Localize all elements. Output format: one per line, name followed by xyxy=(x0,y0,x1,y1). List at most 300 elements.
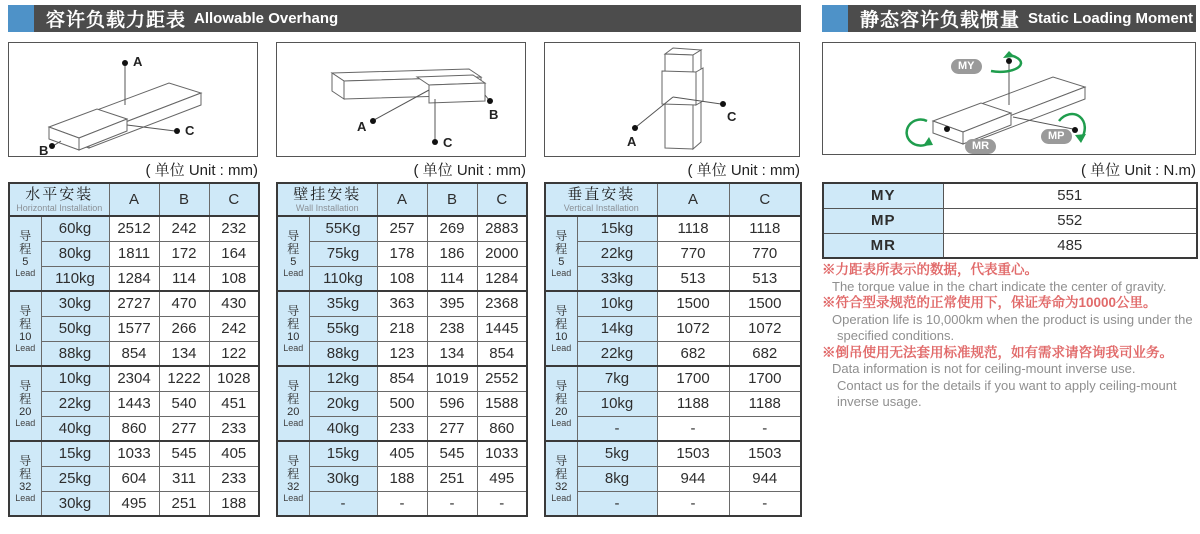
rail-isometric-drawing xyxy=(277,43,525,156)
load-cell: 10kg xyxy=(577,391,657,416)
value-cell-b: 134 xyxy=(159,341,209,366)
value-cell-b: 277 xyxy=(427,416,477,441)
lead-number: 10 xyxy=(555,330,568,343)
rail-moment-drawing xyxy=(823,43,1195,154)
load-cell: 7kg xyxy=(577,366,657,391)
table-row xyxy=(545,466,801,491)
table-row xyxy=(277,341,527,366)
load-cell: 110kg xyxy=(309,266,377,291)
lead-cell xyxy=(9,291,41,366)
lead-label: Lead xyxy=(15,417,36,428)
load-cell: 14kg xyxy=(577,316,657,341)
note-en-line: specified conditions. xyxy=(837,328,955,343)
value-cell-b: 266 xyxy=(159,316,209,341)
right-title-zh: 静态容许负载惯量 xyxy=(860,10,1021,31)
value-cell-b: 395 xyxy=(427,291,477,316)
lead-cell xyxy=(277,216,309,291)
installation-name-en: Wall Installation xyxy=(295,202,359,213)
value-cell-c: 2000 xyxy=(477,241,527,266)
vertical-installation-diagram xyxy=(544,42,800,157)
right-header-bar xyxy=(848,5,1196,32)
load-cell: - xyxy=(577,416,657,441)
lead-number: 5 xyxy=(22,255,29,268)
value-cell-c: 860 xyxy=(477,416,527,441)
moment-value-my: 551 xyxy=(943,183,1197,208)
value-cell-a: 178 xyxy=(377,241,427,266)
value-cell-b: 545 xyxy=(159,441,209,466)
table-row xyxy=(9,241,259,266)
lead-label: Lead xyxy=(551,267,572,278)
moment-value-mr: 485 xyxy=(943,233,1197,258)
left-section-header xyxy=(8,5,801,32)
table-row xyxy=(9,341,259,366)
table-row xyxy=(277,291,527,316)
value-cell-c: 1284 xyxy=(477,266,527,291)
note-en-line: The torque value in the chart indicate the center of gravity. xyxy=(832,278,1167,294)
load-cell: 75kg xyxy=(309,241,377,266)
lead-cell xyxy=(545,291,577,366)
value-cell-a: 513 xyxy=(657,266,729,291)
moment-table xyxy=(822,182,1198,259)
value-cell-c: 2368 xyxy=(477,291,527,316)
table-row xyxy=(277,366,527,391)
value-cell-a: 218 xyxy=(377,316,427,341)
moment-value-mp: 552 xyxy=(943,208,1197,233)
load-cell: 30kg xyxy=(309,466,377,491)
value-cell-b: - xyxy=(427,491,477,516)
value-cell-a: 123 xyxy=(377,341,427,366)
value-cell-b: 186 xyxy=(427,241,477,266)
value-cell-c: 1188 xyxy=(729,391,801,416)
value-cell-a: 495 xyxy=(109,491,159,516)
lead-char: 程 xyxy=(19,241,32,256)
value-cell-c: 1700 xyxy=(729,366,801,391)
note-en-line: inverse usage. xyxy=(837,394,922,409)
lead-char: 导 xyxy=(19,378,32,393)
table-header-row xyxy=(277,183,527,216)
right-section-header xyxy=(822,5,1196,32)
value-cell-c: 108 xyxy=(209,266,259,291)
table-row xyxy=(545,391,801,416)
lead-char: 程 xyxy=(287,466,300,481)
static-moment-table xyxy=(822,182,1198,259)
note-en-line: Contact us for the details if you want to apply ceiling-mount xyxy=(837,377,1177,393)
value-cell-c: 682 xyxy=(729,341,801,366)
table-row xyxy=(545,416,801,441)
lead-cell xyxy=(545,216,577,291)
lead-number: 20 xyxy=(555,405,568,418)
note-en-line: Operation life is 10,000km when the product is using under the xyxy=(832,311,1193,327)
unit-label-nm: ( 单位 Unit : N.m) xyxy=(1081,162,1196,179)
lead-char: 导 xyxy=(555,378,568,393)
table-row xyxy=(9,391,259,416)
value-cell-c: 1118 xyxy=(729,216,801,241)
value-cell-c: 1500 xyxy=(729,291,801,316)
value-cell-a: 363 xyxy=(377,291,427,316)
value-cell-a: 1188 xyxy=(657,391,729,416)
load-cell: 55kg xyxy=(309,316,377,341)
mr-badge: MR xyxy=(965,139,996,154)
horizontal-installation-diagram xyxy=(8,42,258,157)
value-cell-a: 1284 xyxy=(109,266,159,291)
value-cell-a: 604 xyxy=(109,466,159,491)
unit-label-mm: ( 单位 Unit : mm) xyxy=(687,162,800,179)
lead-number: 10 xyxy=(287,330,300,343)
wall-installation-table xyxy=(276,182,528,517)
value-cell-c: 122 xyxy=(209,341,259,366)
lead-char: 程 xyxy=(555,466,568,481)
value-cell-a: 1503 xyxy=(657,441,729,466)
point-b-label: B xyxy=(489,107,499,122)
value-cell-b: 596 xyxy=(427,391,477,416)
lead-cell xyxy=(9,366,41,441)
value-cell-c: - xyxy=(729,491,801,516)
column-header-c: C xyxy=(477,183,527,216)
value-cell-c: 854 xyxy=(477,341,527,366)
table-row xyxy=(9,366,259,391)
load-cell: 10kg xyxy=(41,366,109,391)
value-cell-c: 1588 xyxy=(477,391,527,416)
lead-label: Lead xyxy=(551,492,572,503)
value-cell-c: 1033 xyxy=(477,441,527,466)
value-cell-b: 470 xyxy=(159,291,209,316)
table-row xyxy=(545,266,801,291)
value-cell-b: 114 xyxy=(159,266,209,291)
moment-row xyxy=(823,208,1197,233)
load-cell: 22kg xyxy=(41,391,109,416)
mp-badge: MP xyxy=(1041,129,1072,144)
table-row xyxy=(545,366,801,391)
value-cell-a: 2727 xyxy=(109,291,159,316)
lead-char: 导 xyxy=(287,453,300,468)
lead-number: 20 xyxy=(19,405,32,418)
load-cell: 10kg xyxy=(577,291,657,316)
wall-installation-diagram xyxy=(276,42,526,157)
column-header-a: A xyxy=(657,183,729,216)
lead-number: 32 xyxy=(555,480,568,493)
value-cell-a: - xyxy=(657,416,729,441)
lead-char: 导 xyxy=(287,228,300,243)
column-header-b: B xyxy=(159,183,209,216)
value-cell-c: 430 xyxy=(209,291,259,316)
lead-number: 32 xyxy=(19,480,32,493)
point-c-label: C xyxy=(185,123,195,138)
value-cell-a: 860 xyxy=(109,416,159,441)
load-cell: 88kg xyxy=(309,341,377,366)
load-table xyxy=(8,182,260,517)
column-header-b: B xyxy=(427,183,477,216)
table-row xyxy=(277,266,527,291)
load-cell: 22kg xyxy=(577,341,657,366)
value-cell-b: 269 xyxy=(427,216,477,241)
value-cell-a: - xyxy=(657,491,729,516)
lead-cell xyxy=(545,441,577,516)
lead-label: Lead xyxy=(15,267,36,278)
lead-number: 10 xyxy=(19,330,32,343)
lead-char: 导 xyxy=(287,378,300,393)
value-cell-c: 1503 xyxy=(729,441,801,466)
load-table xyxy=(276,182,528,517)
lead-char: 程 xyxy=(19,391,32,406)
column-header-a: A xyxy=(109,183,159,216)
unit-label-mm: ( 单位 Unit : mm) xyxy=(145,162,258,179)
lead-char: 程 xyxy=(287,241,300,256)
lead-label: Lead xyxy=(283,267,304,278)
value-cell-b: 277 xyxy=(159,416,209,441)
table-row xyxy=(277,416,527,441)
left-title-zh: 容许负载力距表 xyxy=(46,10,187,31)
installation-name-cell xyxy=(277,183,377,216)
value-cell-b: 1222 xyxy=(159,366,209,391)
table-row xyxy=(277,216,527,241)
value-cell-a: 770 xyxy=(657,241,729,266)
table-header-row xyxy=(545,183,801,216)
value-cell-a: 108 xyxy=(377,266,427,291)
lead-char: 导 xyxy=(555,453,568,468)
value-cell-c: 944 xyxy=(729,466,801,491)
lead-char: 导 xyxy=(287,303,300,318)
table-row xyxy=(9,466,259,491)
lead-label: Lead xyxy=(283,342,304,353)
note-zh: ※力距表所表示的数据，代表重心。 xyxy=(822,262,1038,277)
value-cell-a: 2512 xyxy=(109,216,159,241)
value-cell-a: 1577 xyxy=(109,316,159,341)
table-row xyxy=(545,216,801,241)
table-row xyxy=(277,241,527,266)
point-c-label: C xyxy=(443,135,453,150)
load-cell: 20kg xyxy=(309,391,377,416)
value-cell-b: 251 xyxy=(159,491,209,516)
point-b-label: B xyxy=(39,143,49,158)
table-row xyxy=(9,416,259,441)
lead-char: 程 xyxy=(287,316,300,331)
lead-cell xyxy=(277,366,309,441)
lead-label: Lead xyxy=(551,417,572,428)
value-cell-a: 1811 xyxy=(109,241,159,266)
value-cell-a: 944 xyxy=(657,466,729,491)
value-cell-b: 540 xyxy=(159,391,209,416)
lead-char: 导 xyxy=(555,228,568,243)
unit-label-mm: ( 单位 Unit : mm) xyxy=(413,162,526,179)
table-row xyxy=(545,316,801,341)
installation-name-cell xyxy=(545,183,657,216)
notes-block xyxy=(822,262,1198,411)
load-cell: 25kg xyxy=(41,466,109,491)
value-cell-a: 1500 xyxy=(657,291,729,316)
moment-label-mp: MP xyxy=(823,208,943,233)
load-cell: 22kg xyxy=(577,241,657,266)
lead-char: 导 xyxy=(555,303,568,318)
load-cell: 15kg xyxy=(41,441,109,466)
load-cell: 5kg xyxy=(577,441,657,466)
value-cell-a: 854 xyxy=(109,341,159,366)
value-cell-b: 251 xyxy=(427,466,477,491)
horizontal-installation-table xyxy=(8,182,260,517)
table-row xyxy=(9,491,259,516)
rail-isometric-drawing xyxy=(545,43,799,156)
installation-name-zh: 垂直安装 xyxy=(567,185,636,203)
lead-char: 程 xyxy=(19,316,32,331)
point-a-label: A xyxy=(357,119,367,134)
value-cell-a: 1118 xyxy=(657,216,729,241)
load-cell: 88kg xyxy=(41,341,109,366)
value-cell-b: 1019 xyxy=(427,366,477,391)
value-cell-c: 164 xyxy=(209,241,259,266)
value-cell-a: 257 xyxy=(377,216,427,241)
value-cell-a: 233 xyxy=(377,416,427,441)
installation-name-en: Vertical Installation xyxy=(563,202,639,213)
value-cell-a: 854 xyxy=(377,366,427,391)
installation-name-cell xyxy=(9,183,109,216)
point-a-label: A xyxy=(627,134,637,149)
lead-char: 程 xyxy=(555,241,568,256)
load-cell: 60kg xyxy=(41,216,109,241)
installation-name-en: Horizontal Installation xyxy=(16,202,103,213)
load-cell: - xyxy=(309,491,377,516)
table-row xyxy=(277,391,527,416)
load-cell: 8kg xyxy=(577,466,657,491)
value-cell-b: 172 xyxy=(159,241,209,266)
point-a-label: A xyxy=(133,54,143,69)
load-cell: 50kg xyxy=(41,316,109,341)
table-row xyxy=(545,491,801,516)
table-row xyxy=(277,316,527,341)
value-cell-a: 1443 xyxy=(109,391,159,416)
value-cell-b: 134 xyxy=(427,341,477,366)
moment-label-mr: MR xyxy=(823,233,943,258)
table-row xyxy=(545,291,801,316)
load-cell: 12kg xyxy=(309,366,377,391)
value-cell-a: 1033 xyxy=(109,441,159,466)
load-table xyxy=(544,182,802,517)
note-zh: ※倒吊使用无法套用标准规范，如有需求请咨询我司业务。 xyxy=(822,344,1173,360)
table-header-row xyxy=(9,183,259,216)
load-cell: 80kg xyxy=(41,241,109,266)
moment-label-my: MY xyxy=(823,183,943,208)
value-cell-c: 233 xyxy=(209,416,259,441)
lead-label: Lead xyxy=(283,492,304,503)
load-cell: 15kg xyxy=(309,441,377,466)
value-cell-c: 1028 xyxy=(209,366,259,391)
installation-name-zh: 水平安装 xyxy=(25,185,94,203)
lead-cell xyxy=(545,366,577,441)
lead-char: 导 xyxy=(19,303,32,318)
lead-number: 20 xyxy=(287,405,300,418)
accent-square-icon xyxy=(8,5,34,32)
value-cell-c: 405 xyxy=(209,441,259,466)
value-cell-c: 451 xyxy=(209,391,259,416)
moment-diagram xyxy=(822,42,1196,155)
value-cell-c: 2883 xyxy=(477,216,527,241)
lead-label: Lead xyxy=(283,417,304,428)
value-cell-c: 242 xyxy=(209,316,259,341)
table-row xyxy=(545,241,801,266)
table-row xyxy=(9,266,259,291)
value-cell-a: 405 xyxy=(377,441,427,466)
note-zh: ※符合型录规范的正常使用下，保证寿命为10000公里。 xyxy=(822,295,1157,310)
lead-cell xyxy=(277,291,309,366)
value-cell-b: 238 xyxy=(427,316,477,341)
table-row xyxy=(9,316,259,341)
note-en-line: Data information is not for ceiling-mount inverse use. xyxy=(832,361,1136,376)
value-cell-c: 233 xyxy=(209,466,259,491)
lead-char: 程 xyxy=(287,391,300,406)
value-cell-c: 188 xyxy=(209,491,259,516)
vertical-installation-table xyxy=(544,182,802,517)
value-cell-a: 188 xyxy=(377,466,427,491)
table-row xyxy=(545,441,801,466)
lead-cell xyxy=(9,441,41,516)
lead-char: 程 xyxy=(555,391,568,406)
value-cell-a: 1072 xyxy=(657,316,729,341)
table-row xyxy=(277,466,527,491)
moment-row xyxy=(823,233,1197,258)
value-cell-c: 1445 xyxy=(477,316,527,341)
lead-char: 程 xyxy=(555,316,568,331)
lead-number: 5 xyxy=(290,255,297,268)
lead-cell xyxy=(277,441,309,516)
value-cell-a: - xyxy=(377,491,427,516)
table-row xyxy=(9,441,259,466)
column-header-c: C xyxy=(209,183,259,216)
load-cell: 40kg xyxy=(41,416,109,441)
load-cell: - xyxy=(577,491,657,516)
column-header-a: A xyxy=(377,183,427,216)
lead-label: Lead xyxy=(551,342,572,353)
value-cell-c: 2552 xyxy=(477,366,527,391)
right-title-en: Static Loading Moment xyxy=(1028,10,1194,27)
lead-number: 32 xyxy=(287,480,300,493)
lead-char: 程 xyxy=(19,466,32,481)
load-cell: 33kg xyxy=(577,266,657,291)
load-cell: 30kg xyxy=(41,491,109,516)
point-c-label: C xyxy=(727,109,737,124)
value-cell-a: 2304 xyxy=(109,366,159,391)
load-cell: 40kg xyxy=(309,416,377,441)
lead-label: Lead xyxy=(15,492,36,503)
value-cell-c: - xyxy=(729,416,801,441)
accent-square-icon xyxy=(822,5,848,32)
value-cell-c: 232 xyxy=(209,216,259,241)
value-cell-c: 1072 xyxy=(729,316,801,341)
lead-char: 导 xyxy=(19,453,32,468)
left-title-en: Allowable Overhang xyxy=(194,10,339,27)
my-badge: MY xyxy=(951,59,982,74)
lead-char: 导 xyxy=(19,228,32,243)
table-row xyxy=(277,491,527,516)
value-cell-a: 682 xyxy=(657,341,729,366)
load-cell: 15kg xyxy=(577,216,657,241)
installation-name-zh: 壁挂安装 xyxy=(293,185,362,203)
left-header-bar xyxy=(34,5,801,32)
lead-number: 5 xyxy=(558,255,565,268)
table-row xyxy=(277,441,527,466)
value-cell-c: 495 xyxy=(477,466,527,491)
load-cell: 55Kg xyxy=(309,216,377,241)
value-cell-b: 242 xyxy=(159,216,209,241)
table-row xyxy=(9,216,259,241)
lead-cell xyxy=(9,216,41,291)
load-cell: 35kg xyxy=(309,291,377,316)
moment-row xyxy=(823,183,1197,208)
value-cell-a: 1700 xyxy=(657,366,729,391)
value-cell-c: - xyxy=(477,491,527,516)
table-row xyxy=(545,341,801,366)
value-cell-c: 770 xyxy=(729,241,801,266)
value-cell-c: 513 xyxy=(729,266,801,291)
value-cell-a: 500 xyxy=(377,391,427,416)
load-cell: 110kg xyxy=(41,266,109,291)
